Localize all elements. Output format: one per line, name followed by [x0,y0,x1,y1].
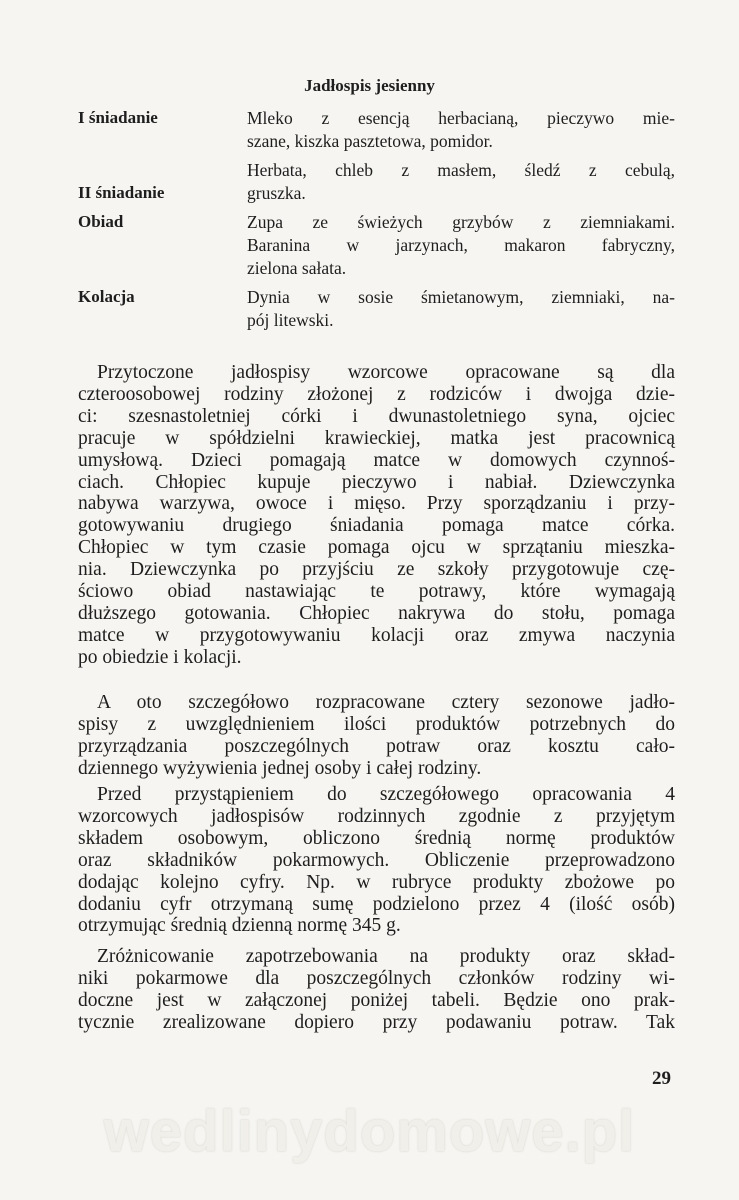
paragraph-line: pracuje w spółdzielni krawieckiej, matka jest pracownicą [78,427,675,449]
paragraph-line: tycznie zrealizowane dopiero przy podawaniu potraw. Tak [78,1011,675,1033]
paragraph-line: umysłową. Dzieci pomagają matce w domowych czynnoś- [78,449,675,471]
paragraph-line: oraz składników pokarmowych. Obliczenie przeprowadzono [78,849,675,871]
meal-label: Obiad [78,212,124,231]
meal-description-line: Dynia w sosie śmietanowym, ziemniaki, na- [247,287,675,307]
meal-description-line: Mleko z esencją herbacianą, pieczywo mie- [247,108,675,128]
meal-description-line: zielona sałata. [247,258,347,278]
meal-description-line: Herbata, chleb z masłem, śledź z cebulą, [247,160,675,180]
paragraph-line: gotowywaniu drugiego śniadania pomaga matce córka. [78,515,675,537]
paragraph-line: Zróżnicowanie zapotrzebowania na produkty oraz skład- [97,946,675,967]
page-number: 29 [652,1068,671,1089]
paragraph-line: matce w przygotowywaniu kolacji oraz zmywa naczynia [78,624,675,646]
paragraph-line: Przytoczone jadłospisy wzorcowe opracowane są dla [97,362,675,383]
paragraph-line: Przed przystąpieniem do szczegółowego opracowania 4 [97,784,675,805]
meal-description-line: Baranina w jarzynach, makaron fabryczny, [247,235,675,255]
meal-description-line: pój litewski. [247,310,334,330]
paragraph-line: ściowo obiad nastawiając te potrawy, które wymagają [78,581,675,602]
menu-title: Jadłospis jesienny [304,76,435,95]
paragraph-line: niki pokarmowe dla poszczególnych członków rodziny wi- [78,967,675,989]
meal-description-line: gruszka. [247,183,306,203]
paragraph-line: dłuższego gotowania. Chłopiec nakrywa do stołu, pomaga [78,602,675,624]
paragraph-line: ciach. Chłopiec kupuje pieczywo i nabiał. Dziewczynka [78,471,675,493]
paragraph-line: przyrządzania poszczególnych potraw oraz kosztu cało- [78,735,675,757]
paragraph-line: dodaniu cyfr otrzymaną sumę podzielono przez 4 (ilość osób) [78,893,675,915]
paragraph-line: składem osobowym, obliczono średnią normę produktów [78,827,675,849]
paragraph-line: wzorcowych jadłospisów rodzinnych zgodnie z przyjętym [78,805,675,827]
paragraph-line: ci: szesnastoletniej córki i dwunastoletniego syna, ojciec [78,405,675,427]
meal-description-line: szane, kiszka pasztetowa, pomidor. [247,131,493,151]
watermark: wedlinydomowe.pl [103,1099,636,1164]
meal-label: I śniadanie [78,108,158,127]
paragraph-line: Chłopiec w tym czasie pomaga ojcu w sprzątaniu mieszka- [78,537,675,559]
paragraph-line: dodając kolejno cyfry. Np. w rubryce produkty zbożowe po [78,871,675,893]
paragraph-line: po obiedzie i kolacji. [78,646,242,668]
meal-description-line: Zupa ze świeżych grzybów z ziemniakami. [247,212,675,232]
meal-label: Kolacja [78,287,135,306]
paragraph-line: doczne jest w załączonej poniżej tabeli. Będzie ono prak- [78,989,675,1011]
paragraph-line: spisy z uwzględnieniem ilości produktów potrzebnych do [78,713,675,735]
paragraph-line: czteroosobowej rodziny złożonej z rodziców i dwojga dzie- [78,383,675,405]
paragraph-line: dziennego wyżywienia jednej osoby i całej rodziny. [78,757,482,779]
paragraph-line: otrzymując średnią dzienną normę 345 g. [78,915,401,937]
paragraph-line: nia. Dziewczynka po przyjściu ze szkoły przygotowuje czę- [78,559,675,581]
paragraph-line: nabywa warzywa, owoce i mięso. Przy sporządzaniu i przy- [78,493,675,515]
meal-label: II śniadanie [78,183,165,202]
paragraph-line: A oto szczegółowo rozpracowane cztery sezonowe jadło- [97,692,675,713]
